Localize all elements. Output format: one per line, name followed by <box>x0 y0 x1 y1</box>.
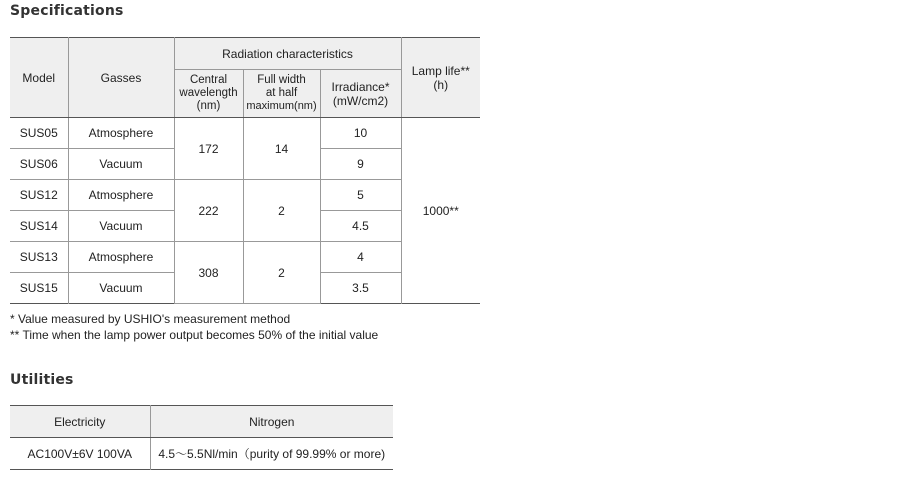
specifications-table <box>10 37 480 304</box>
lamp-life-cell: 1000** <box>401 118 480 304</box>
header-irradiance-line2: (mW/cm2) <box>332 93 389 108</box>
header-fwhm-line1: Full width <box>257 74 306 86</box>
wavelength-cell: 308 <box>174 242 243 304</box>
irradiance-cell: 9 <box>320 149 401 180</box>
header-radiation-characteristics: Radiation characteristics <box>174 38 401 70</box>
gas-cell: Vacuum <box>68 211 174 242</box>
utilities-heading: Utilities <box>10 372 74 388</box>
header-fwhm <box>243 70 320 118</box>
header-lamp-life-line1: Lamp life** <box>411 63 470 78</box>
irradiance-cell: 10 <box>320 118 401 149</box>
header-central-wavelength-line3: (nm) <box>196 100 221 112</box>
model-cell: SUS14 <box>10 211 68 242</box>
header-central-wavelength <box>174 70 243 118</box>
header-lamp-life-line2: (h) <box>433 77 449 92</box>
irradiance-cell: 3.5 <box>320 273 401 304</box>
model-cell: SUS05 <box>10 118 68 149</box>
wavelength-cell: 222 <box>174 180 243 242</box>
header-model: Model <box>10 38 68 118</box>
model-cell: SUS13 <box>10 242 68 273</box>
gas-cell: Atmosphere <box>68 242 174 273</box>
specifications-heading: Specifications <box>10 3 124 19</box>
model-cell: SUS15 <box>10 273 68 304</box>
header-lamp-life <box>401 38 480 118</box>
model-cell: SUS12 <box>10 180 68 211</box>
header-fwhm-line3: maximum(nm) <box>246 100 317 112</box>
gas-cell: Atmosphere <box>68 118 174 149</box>
header-electricity: Electricity <box>10 406 150 438</box>
header-irradiance-line1: Irradiance* <box>331 79 390 94</box>
utilities-table <box>10 405 393 470</box>
fwhm-cell: 2 <box>243 242 320 304</box>
irradiance-cell: 4 <box>320 242 401 273</box>
wavelength-cell: 172 <box>174 118 243 180</box>
table-row <box>10 118 480 149</box>
fwhm-cell: 14 <box>243 118 320 180</box>
fwhm-cell: 2 <box>243 180 320 242</box>
header-fwhm-line2: at half <box>265 87 298 99</box>
header-central-wavelength-line2: wavelength <box>179 87 238 99</box>
footnote-lamp-life: ** Time when the lamp power output becomes 50% of the initial value <box>10 328 379 342</box>
model-cell: SUS06 <box>10 149 68 180</box>
electricity-value: AC100V±6V 100VA <box>10 438 150 470</box>
header-nitrogen: Nitrogen <box>150 406 393 438</box>
gas-cell: Vacuum <box>68 149 174 180</box>
header-gasses: Gasses <box>68 38 174 118</box>
footnote-irradiance: * Value measured by USHIO's measurement method <box>10 312 291 326</box>
gas-cell: Atmosphere <box>68 180 174 211</box>
header-central-wavelength-line1: Central <box>189 74 228 86</box>
nitrogen-value: 4.5〜5.5Nl/min（purity of 99.99% or more) <box>158 446 386 461</box>
header-irradiance <box>320 70 401 118</box>
irradiance-cell: 5 <box>320 180 401 211</box>
table-row <box>10 438 393 470</box>
gas-cell: Vacuum <box>68 273 174 304</box>
irradiance-cell: 4.5 <box>320 211 401 242</box>
